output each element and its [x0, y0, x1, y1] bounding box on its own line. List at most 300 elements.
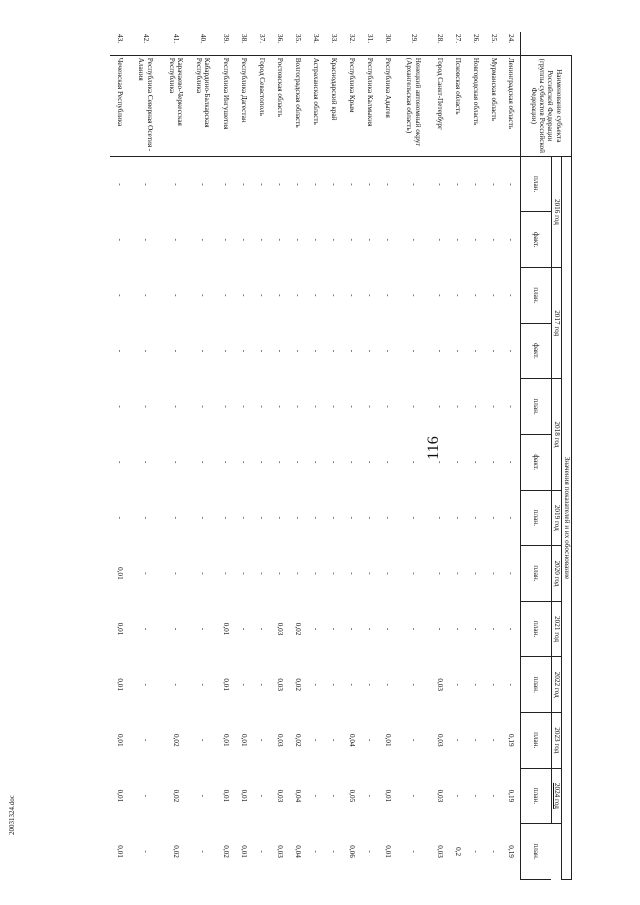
value-cell: -	[383, 183, 392, 186]
value-cell: -	[409, 516, 418, 520]
value-cell: -	[275, 294, 284, 297]
plan-header: план.	[521, 490, 552, 546]
subject-name: Новгородская область	[467, 55, 485, 156]
table-row	[431, 32, 449, 880]
value-cell: -	[329, 739, 338, 742]
value-cell: 0,19	[507, 733, 516, 747]
value-cell: -	[199, 461, 208, 464]
value-cell: -	[365, 461, 374, 464]
value-cell: -	[199, 794, 208, 798]
table-row	[485, 32, 503, 880]
value-cell: -	[311, 405, 320, 408]
table-row	[163, 32, 190, 880]
value-cell: 0,01	[383, 789, 392, 803]
value-cell: 0,01	[221, 678, 230, 691]
value-cell: -	[471, 850, 480, 853]
value-cell: 0,02	[293, 678, 302, 691]
row-number: 33.	[329, 34, 338, 43]
value-cell: -	[257, 683, 266, 686]
value-cell: -	[365, 850, 374, 853]
value-cell: -	[172, 572, 181, 575]
value-cell: -	[409, 238, 418, 241]
value-cell: -	[141, 850, 150, 853]
value-cell: -	[293, 461, 302, 464]
value-cell: -	[489, 627, 498, 631]
value-cell: -	[329, 294, 338, 297]
value-cell: -	[311, 739, 320, 742]
value-cell: -	[221, 294, 230, 297]
value-cell: 0,02	[293, 733, 302, 747]
value-cell: 0,02	[172, 733, 181, 747]
value-cell: -	[141, 405, 150, 408]
value-cell: -	[409, 183, 418, 186]
value-cell: -	[141, 516, 150, 520]
value-cell: -	[471, 683, 480, 686]
value-cell: -	[507, 183, 516, 186]
value-cell: -	[141, 572, 150, 575]
value-cell: -	[275, 238, 284, 241]
table-row	[253, 32, 271, 880]
table-row	[449, 32, 467, 880]
value-cell: -	[453, 683, 462, 686]
value-cell: -	[311, 294, 320, 297]
value-cell: 0,04	[293, 845, 302, 858]
value-cell: -	[409, 739, 418, 742]
table-row	[190, 32, 217, 880]
value-cell: -	[365, 349, 374, 353]
value-cell: 0,01	[221, 622, 230, 636]
value-cell: -	[365, 405, 374, 408]
row-number: 29.	[409, 34, 418, 43]
table-row	[325, 32, 343, 880]
value-cell: -	[199, 516, 208, 520]
value-cell: -	[141, 683, 150, 686]
value-cell: -	[409, 850, 418, 853]
value-cell: -	[311, 627, 320, 631]
value-cell: -	[365, 627, 374, 631]
row-number: 25.	[489, 34, 498, 43]
value-cell: -	[489, 461, 498, 464]
year-header: 2022 год	[552, 657, 562, 713]
plan-header: план.	[521, 546, 552, 602]
value-cell: -	[409, 683, 418, 686]
plan-header: план.	[521, 824, 552, 880]
value-cell: -	[435, 183, 444, 186]
value-cell: -	[275, 405, 284, 408]
values-header: Значения показателей и их обоснование	[562, 156, 572, 879]
value-cell: -	[329, 461, 338, 464]
value-cell: -	[239, 627, 248, 631]
value-cell: -	[365, 294, 374, 297]
table-row	[307, 32, 325, 880]
value-cell: 0,01	[115, 678, 124, 691]
value-cell: -	[347, 349, 356, 353]
row-number: 24.	[507, 34, 516, 43]
value-cell: -	[435, 349, 444, 353]
value-cell: -	[383, 627, 392, 631]
value-cell: -	[507, 461, 516, 464]
table-row	[111, 32, 129, 880]
value-cell: -	[409, 461, 418, 464]
row-number: 43.	[115, 34, 124, 43]
value-cell: -	[199, 850, 208, 853]
row-number: 41.	[172, 34, 181, 43]
year-header: 2017 год	[552, 268, 562, 379]
value-cell: -	[141, 238, 150, 241]
value-cell: -	[329, 349, 338, 353]
value-cell: -	[347, 516, 356, 520]
value-cell: -	[453, 294, 462, 297]
value-cell: -	[507, 238, 516, 241]
value-cell: -	[293, 183, 302, 186]
year-header: 2020 год	[552, 546, 562, 602]
value-cell: -	[489, 739, 498, 742]
value-cell: -	[383, 294, 392, 297]
subject-name: Республика Дагестан	[235, 55, 253, 156]
value-cell: -	[293, 238, 302, 241]
value-cell: 0,02	[293, 622, 302, 636]
value-cell: -	[311, 461, 320, 464]
value-cell: -	[471, 349, 480, 353]
value-cell: -	[471, 238, 480, 241]
value-cell: -	[115, 349, 124, 353]
value-cell: -	[409, 794, 418, 798]
value-cell: -	[199, 739, 208, 742]
value-cell: -	[172, 461, 181, 464]
value-cell: -	[257, 461, 266, 464]
value-cell: -	[257, 183, 266, 186]
plan-header: план.	[521, 712, 552, 768]
value-cell: -	[347, 238, 356, 241]
table-row	[343, 32, 361, 880]
value-cell: 0,03	[435, 789, 444, 803]
value-cell: -	[239, 572, 248, 575]
value-cell: -	[115, 238, 124, 241]
value-cell: -	[347, 405, 356, 408]
value-cell: -	[489, 294, 498, 297]
row-number: 37.	[257, 34, 266, 43]
value-cell: -	[453, 349, 462, 353]
value-cell: 0,01	[115, 845, 124, 858]
value-cell: -	[221, 516, 230, 520]
value-cell: 0,03	[435, 845, 444, 858]
value-cell: 0,01	[239, 789, 248, 803]
value-cell: -	[329, 627, 338, 631]
subject-name: Город Севастополь	[253, 55, 271, 156]
value-cell: -	[435, 627, 444, 631]
value-cell: 0,01	[115, 789, 124, 803]
value-cell: -	[172, 627, 181, 631]
value-cell: 0,05	[347, 789, 356, 803]
value-cell: -	[489, 349, 498, 353]
row-number: 36.	[275, 34, 284, 43]
value-cell: -	[329, 683, 338, 686]
table-row	[235, 32, 253, 880]
value-cell: -	[275, 461, 284, 464]
value-cell: -	[115, 405, 124, 408]
value-cell: -	[383, 405, 392, 408]
value-cell: -	[239, 294, 248, 297]
subject-name: Республика Крым	[343, 55, 361, 156]
value-cell: -	[383, 572, 392, 575]
subject-name: Ленинградская область	[503, 55, 521, 156]
value-cell: -	[257, 294, 266, 297]
value-cell: -	[115, 461, 124, 464]
subject-name: Ростовская область	[271, 55, 289, 156]
value-cell: -	[383, 461, 392, 464]
value-cell: -	[172, 183, 181, 186]
value-cell: -	[435, 294, 444, 297]
value-cell: -	[453, 627, 462, 631]
value-cell: 0,03	[435, 678, 444, 691]
value-cell: -	[172, 294, 181, 297]
value-cell: -	[221, 572, 230, 575]
value-cell: 0,02	[172, 789, 181, 803]
value-cell: -	[199, 683, 208, 686]
value-cell: -	[365, 739, 374, 742]
value-cell: -	[329, 850, 338, 853]
value-cell: -	[347, 572, 356, 575]
value-cell: -	[221, 349, 230, 353]
value-cell: -	[311, 238, 320, 241]
value-cell: -	[257, 405, 266, 408]
value-cell: -	[471, 516, 480, 520]
subject-name: Кабардино-Балкарская Республика	[190, 55, 217, 156]
value-cell: -	[453, 183, 462, 186]
year-header: 2018 год	[552, 379, 562, 490]
year-header: 2021 год	[552, 601, 562, 657]
fact-header: факт.	[521, 212, 552, 268]
value-cell: -	[409, 627, 418, 631]
value-cell: -	[507, 627, 516, 631]
value-cell: -	[275, 516, 284, 520]
value-cell: 0,03	[275, 845, 284, 858]
value-cell: -	[311, 683, 320, 686]
value-cell: -	[435, 461, 444, 464]
value-cell: -	[453, 405, 462, 408]
value-cell: -	[435, 238, 444, 241]
row-number: 30.	[383, 34, 392, 43]
value-cell: -	[275, 572, 284, 575]
plan-header: план.	[521, 156, 552, 212]
subject-name: Республика Ингушетия	[217, 55, 235, 156]
row-number: 34.	[311, 34, 320, 43]
year-header: 2019 год	[552, 490, 562, 546]
value-cell: -	[507, 294, 516, 297]
value-cell: -	[365, 516, 374, 520]
value-cell: 0,04	[347, 733, 356, 747]
value-cell: -	[507, 405, 516, 408]
subject-name: Карачаево-Черкесская Республика	[163, 55, 190, 156]
table-row	[217, 32, 235, 880]
subject-name: Краснодарский край	[325, 55, 343, 156]
value-cell: -	[365, 572, 374, 575]
value-cell: -	[141, 627, 150, 631]
value-cell: 0,06	[347, 845, 356, 858]
value-cell: -	[199, 349, 208, 353]
plan-header: план.	[521, 768, 552, 824]
value-cell: -	[347, 294, 356, 297]
value-cell: -	[409, 349, 418, 353]
value-cell: -	[347, 627, 356, 631]
value-cell: -	[221, 461, 230, 464]
value-cell: -	[275, 349, 284, 353]
value-cell: -	[383, 238, 392, 241]
value-cell: -	[257, 238, 266, 241]
value-cell: -	[172, 683, 181, 686]
plan-header: план.	[521, 657, 552, 713]
value-cell: -	[489, 794, 498, 798]
value-cell: 0,01	[221, 789, 230, 803]
plan-header: план.	[521, 601, 552, 657]
row-number: 40.	[199, 34, 208, 43]
subject-name: Республика Северная Осетия - Алания	[129, 55, 163, 156]
value-cell: -	[257, 572, 266, 575]
value-cell: -	[347, 461, 356, 464]
value-cell: -	[329, 794, 338, 798]
value-cell: -	[293, 349, 302, 353]
value-cell: -	[257, 627, 266, 631]
value-cell: -	[489, 572, 498, 575]
footer-code: 20031324.doc	[8, 795, 16, 835]
value-cell: 0,03	[275, 678, 284, 691]
value-cell: -	[507, 683, 516, 686]
rotated-table-container	[112, 32, 572, 880]
value-cell: -	[311, 183, 320, 186]
value-cell: -	[239, 461, 248, 464]
row-number: 28.	[435, 34, 444, 43]
value-cell: -	[507, 349, 516, 353]
value-cell: -	[365, 683, 374, 686]
value-cell: -	[311, 349, 320, 353]
value-cell: -	[257, 516, 266, 520]
value-cell: -	[172, 516, 181, 520]
value-cell: -	[489, 183, 498, 186]
fact-header: факт.	[521, 434, 552, 490]
value-cell: 0,03	[275, 733, 284, 747]
value-cell: -	[141, 183, 150, 186]
value-cell: 0,03	[275, 622, 284, 636]
value-cell: -	[199, 572, 208, 575]
value-cell: -	[409, 294, 418, 297]
subject-name: Республика Адыгея	[379, 55, 397, 156]
table-row	[379, 32, 397, 880]
subject-header: Наименование субъекта Российской Федерации (группы субъектов Российской Федерации)	[521, 55, 572, 156]
subject-name: Город Санкт-Петербург	[431, 55, 449, 156]
value-cell: -	[311, 572, 320, 575]
value-cell: -	[115, 516, 124, 520]
value-cell: 0,2	[453, 847, 462, 857]
year-header: 2023 год	[552, 712, 562, 768]
value-cell: -	[199, 627, 208, 631]
value-cell: -	[141, 349, 150, 353]
value-cell: -	[293, 294, 302, 297]
value-cell: -	[453, 572, 462, 575]
value-cell: -	[453, 516, 462, 520]
value-cell: -	[172, 238, 181, 241]
value-cell: -	[383, 683, 392, 686]
row-number: 39.	[221, 34, 230, 43]
value-cell: -	[489, 850, 498, 853]
value-cell: -	[172, 349, 181, 353]
table-row	[503, 32, 521, 880]
value-cell: -	[347, 683, 356, 686]
subject-name: Мурманская область	[485, 55, 503, 156]
value-cell: -	[329, 405, 338, 408]
value-cell: -	[239, 516, 248, 520]
value-cell: -	[347, 183, 356, 186]
value-cell: 0,03	[435, 733, 444, 747]
value-cell: -	[293, 516, 302, 520]
value-cell: -	[257, 850, 266, 853]
value-cell: 0,02	[221, 845, 230, 858]
value-cell: -	[257, 794, 266, 798]
value-cell: -	[239, 238, 248, 241]
value-cell: 0,01	[221, 733, 230, 747]
value-cell: -	[489, 238, 498, 241]
subject-name: Ненецкий автономный округ (Архангельская область)	[397, 55, 431, 156]
year-header: 2024 год	[552, 768, 562, 824]
value-cell: -	[141, 739, 150, 742]
value-cell: 0,01	[115, 567, 124, 580]
table-row	[129, 32, 163, 880]
value-cell: -	[409, 572, 418, 575]
value-cell: 0,01	[383, 845, 392, 858]
value-cell: -	[471, 794, 480, 798]
value-cell: -	[453, 461, 462, 464]
value-cell: -	[471, 294, 480, 297]
row-number: 26.	[471, 34, 480, 43]
value-cell: -	[471, 461, 480, 464]
value-cell: -	[199, 238, 208, 241]
value-cell: 0,01	[115, 733, 124, 747]
value-cell: -	[471, 739, 480, 742]
fact-header: факт.	[521, 323, 552, 379]
value-cell: -	[471, 405, 480, 408]
table-row	[397, 32, 431, 880]
value-cell: 0,02	[172, 845, 181, 858]
value-cell: -	[311, 794, 320, 798]
row-number: 38.	[239, 34, 248, 43]
value-cell: -	[507, 572, 516, 575]
value-cell: -	[257, 739, 266, 742]
value-cell: -	[275, 183, 284, 186]
value-cell: 0,01	[383, 733, 392, 747]
value-cell: -	[453, 238, 462, 241]
value-cell: -	[115, 183, 124, 186]
subject-name: Псковская область	[449, 55, 467, 156]
value-cell: -	[329, 572, 338, 575]
value-cell: -	[435, 516, 444, 520]
value-cell: -	[435, 572, 444, 575]
value-cell: 0,04	[293, 789, 302, 803]
value-cell: -	[507, 516, 516, 520]
row-number: 35.	[293, 34, 302, 43]
value-cell: -	[365, 183, 374, 186]
value-cell: -	[365, 238, 374, 241]
value-cell: -	[221, 238, 230, 241]
value-cell: 0,19	[507, 845, 516, 858]
value-cell: -	[435, 405, 444, 408]
value-cell: -	[365, 794, 374, 798]
value-cell: -	[199, 294, 208, 297]
value-cell: 0,01	[239, 733, 248, 747]
page-number: 116	[425, 436, 442, 460]
plan-header: план.	[521, 379, 552, 435]
row-number: 42.	[141, 34, 150, 43]
table-row	[467, 32, 485, 880]
value-cell: 0,19	[507, 789, 516, 803]
